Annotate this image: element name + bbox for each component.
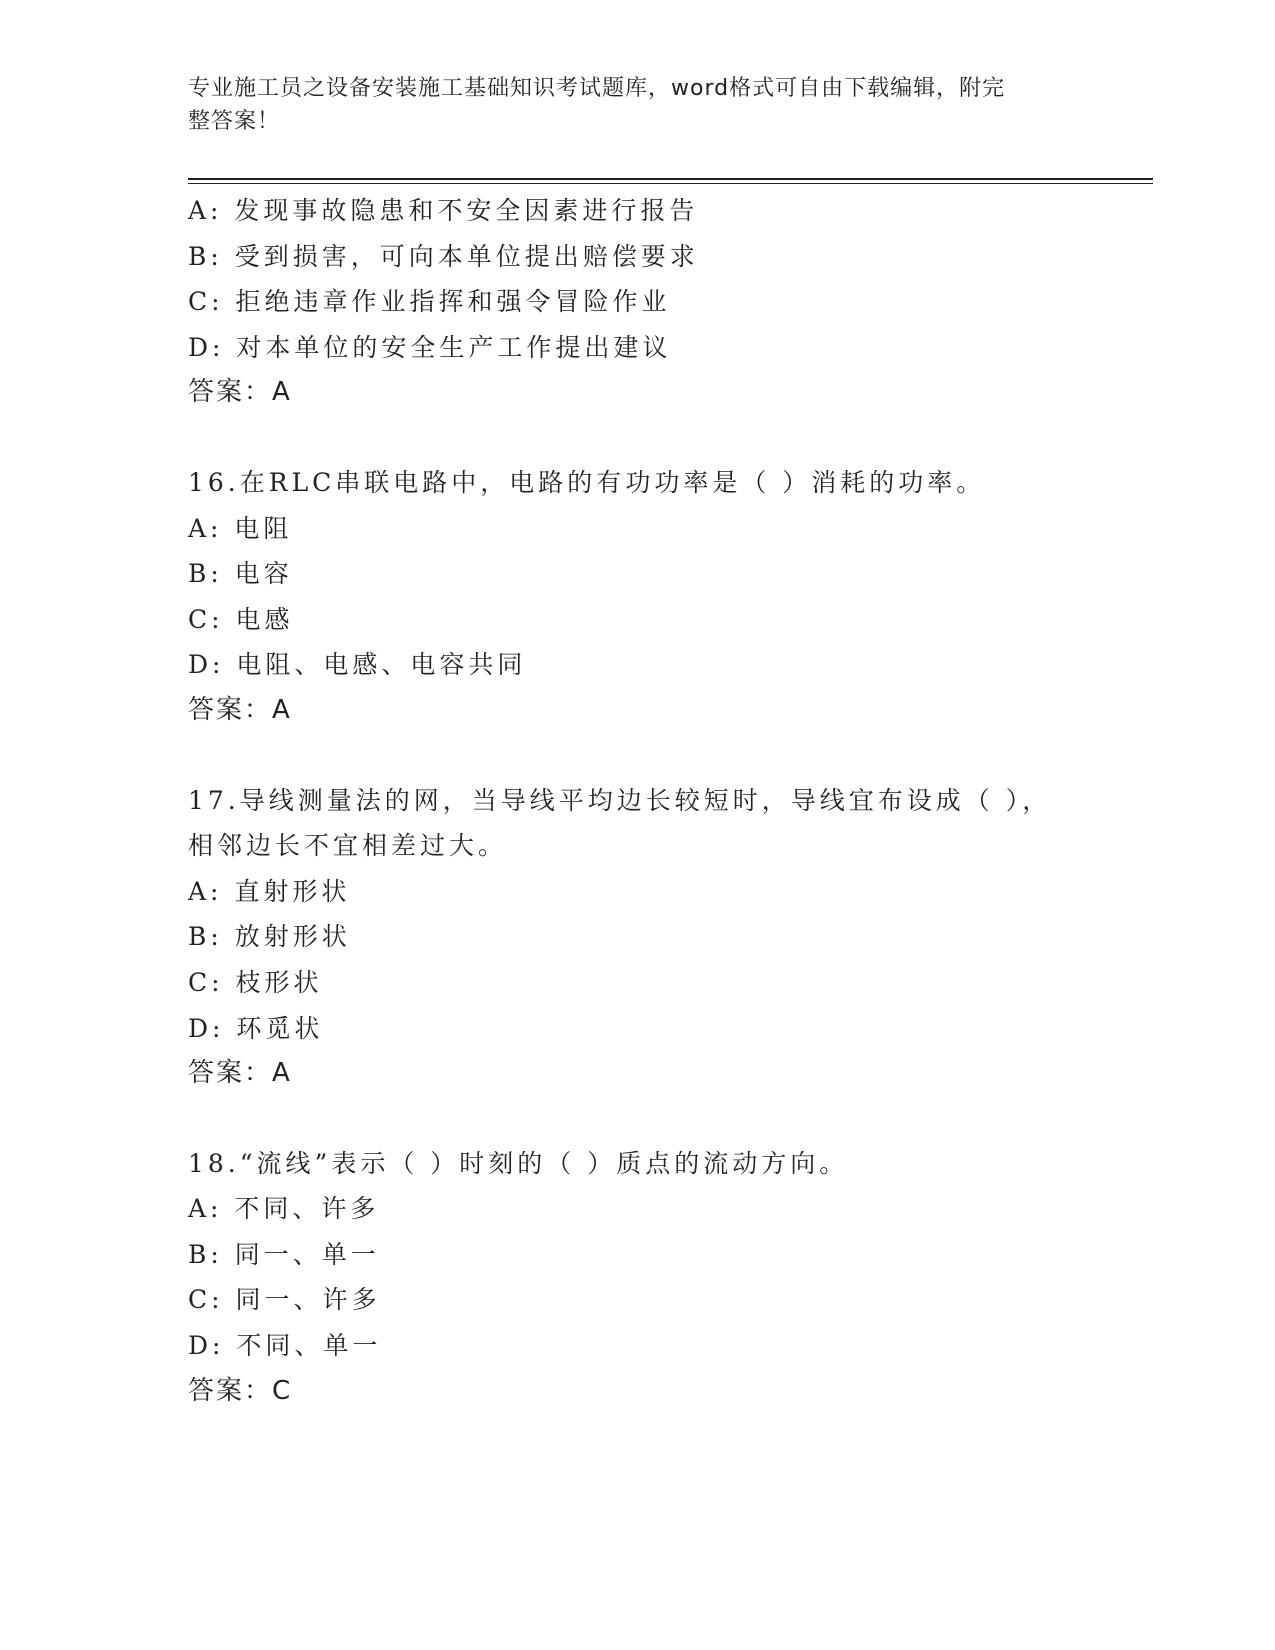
- question-text: 18.“流线”表示（ ）时刻的（ ）质点的流动方向。: [188, 1148, 849, 1178]
- option-d: D: 不同、单一: [188, 1331, 382, 1361]
- option-c: C: 枝形状: [188, 967, 323, 997]
- option-b: B: 受到损害，可向本单位提出赔偿要求: [188, 241, 699, 271]
- option-c: C: 拒绝违章作业指挥和强令冒险作业: [188, 287, 671, 317]
- header-divider: [188, 178, 1153, 180]
- question-text-continued: 相邻边长不宜相差过大。: [188, 831, 508, 861]
- option-a: A: 不同、许多: [188, 1194, 380, 1224]
- option-a: A: 电阻: [188, 513, 293, 543]
- option-b: B: 放射形状: [188, 922, 351, 952]
- option-d: D: 对本单位的安全生产工作提出建议: [188, 332, 672, 362]
- option-a: A: 直射形状: [188, 876, 351, 906]
- option-c: C: 电感: [188, 604, 294, 634]
- header-divider-thin: [188, 183, 1153, 184]
- answer: 答案：A: [188, 377, 292, 408]
- question-text: 17.导线测量法的网，当导线平均边长较短时，导线宜布设成（ ），: [188, 785, 1052, 815]
- question-15: [188, 188, 1153, 416]
- answer: 答案：C: [188, 1375, 293, 1406]
- header-line-1: 专业施工员之设备安装施工基础知识考试题库，word格式可自由下载编辑，附完: [188, 76, 1006, 101]
- header-line-2: 整答案！: [188, 109, 281, 134]
- option-b: B: 同一、单一: [188, 1239, 380, 1269]
- option-d: D: 环觅状: [188, 1013, 324, 1043]
- question-17: [188, 778, 1153, 1097]
- option-b: B: 电容: [188, 559, 293, 589]
- option-d: D: 电阻、电感、电容共同: [188, 650, 527, 680]
- question-text: 16.在RLC串联电路中，电路的有功功率是（ ）消耗的功率。: [188, 467, 986, 497]
- answer: 答案：A: [188, 694, 292, 725]
- document-header: [188, 72, 1068, 138]
- question-18: [188, 1141, 1153, 1415]
- option-a: A: 发现事故隐患和不安全因素进行报告: [188, 196, 699, 225]
- answer: 答案：A: [188, 1058, 292, 1089]
- question-list: [188, 188, 1153, 1414]
- question-16: [188, 460, 1153, 734]
- option-c: C: 同一、许多: [188, 1285, 381, 1315]
